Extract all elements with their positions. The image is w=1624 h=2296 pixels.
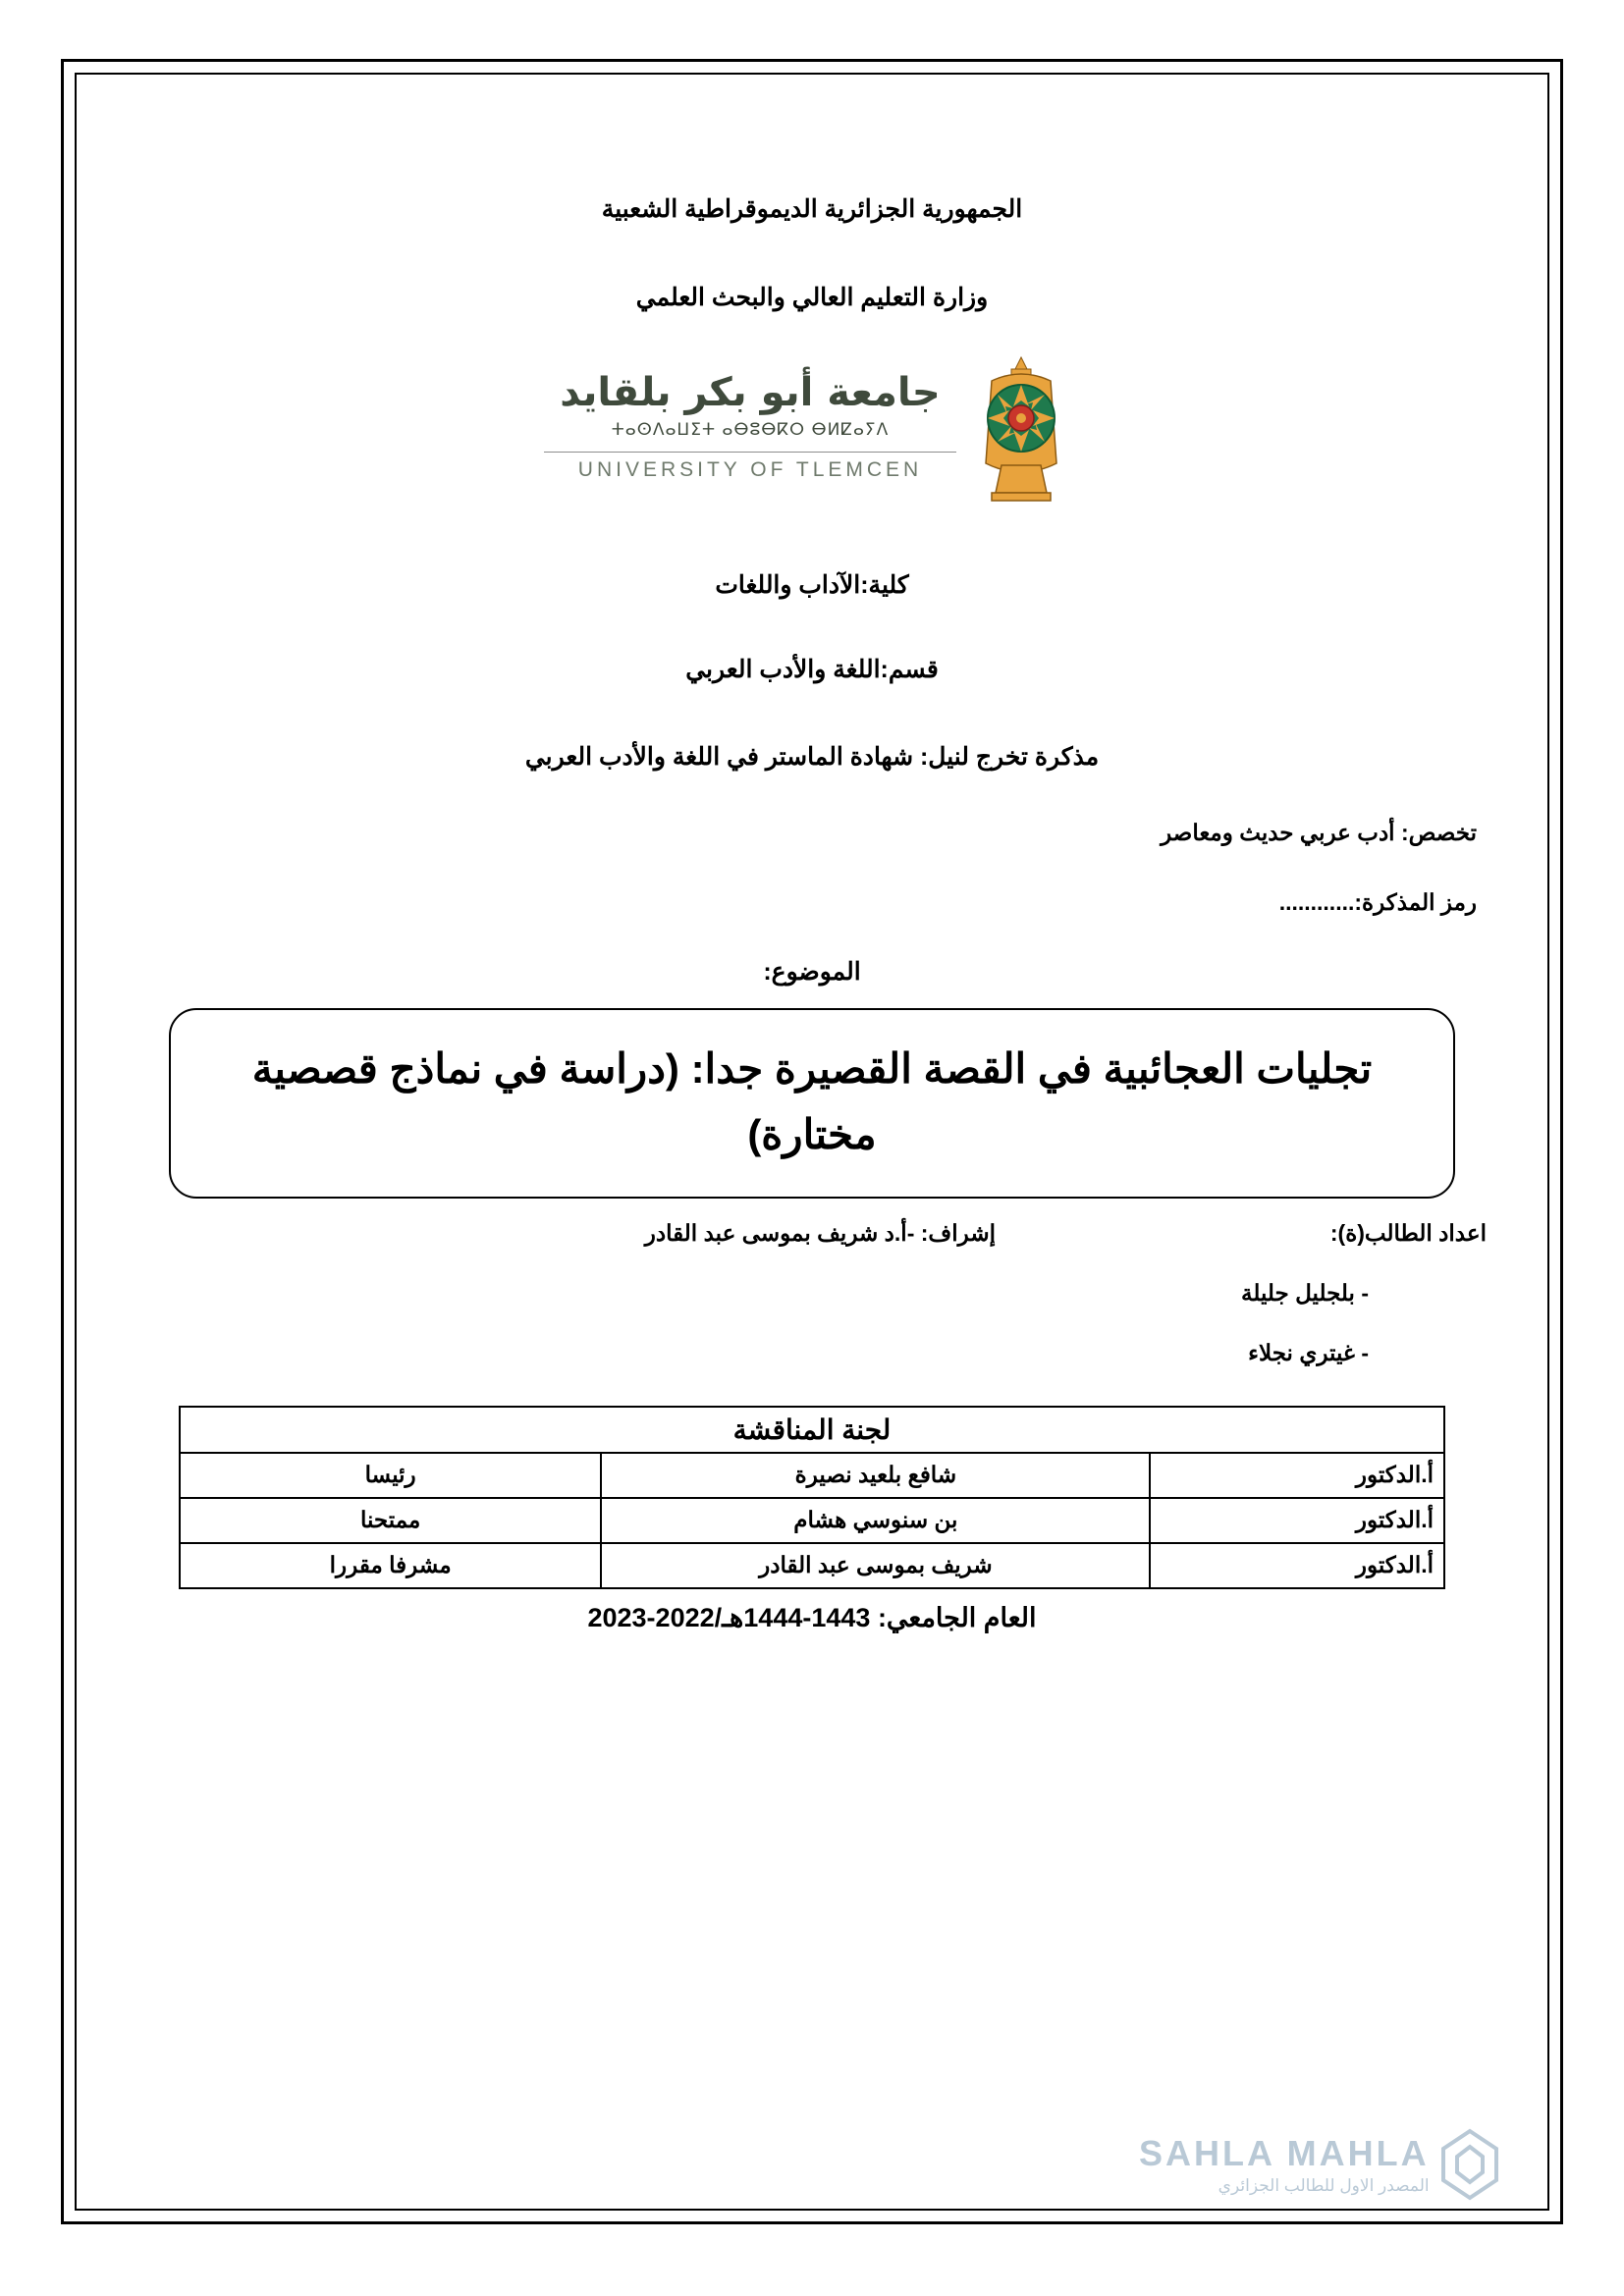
tlemcen-university-emblem-icon bbox=[962, 355, 1080, 503]
ministry-line: وزارة التعليم العالي والبحث العلمي bbox=[635, 283, 989, 311]
memoire-code-line: رمز المذكرة:............ bbox=[1278, 888, 1477, 915]
department-line: قسم:اللغة والأدب العربي bbox=[685, 655, 939, 683]
jury-heading-row bbox=[180, 1407, 1444, 1453]
jury-heading: لجنة المناقشة bbox=[180, 1407, 1444, 1453]
jury-name-1: شافع بلعيد نصيرة bbox=[601, 1453, 1150, 1498]
university-logo bbox=[108, 355, 1516, 503]
speciality-line: تخصص: أدب عربي حديث ومعاصر bbox=[1161, 819, 1477, 845]
thesis-title: تجليات العجائبية في القصة القصيرة جدا: (دراسة في نماذج قصصية مختارة) bbox=[169, 1008, 1455, 1199]
jury-role-1: رئيسا bbox=[180, 1453, 601, 1498]
jury-name-2: بن سنوسي هشام bbox=[601, 1498, 1150, 1543]
watermark-title: SAHLA MAHLA bbox=[1139, 2133, 1430, 2173]
subject-label: الموضوع: bbox=[763, 957, 861, 986]
page-content bbox=[108, 118, 1516, 2169]
jury-role-3: مشرفا مقررا bbox=[180, 1543, 601, 1588]
jury-role-2: ممتحنا bbox=[180, 1498, 601, 1543]
authors-spacer bbox=[996, 1220, 1064, 1247]
jury-title-2: أ.الدكتور bbox=[1150, 1498, 1444, 1543]
jury-title-1: أ.الدكتور bbox=[1150, 1453, 1444, 1498]
university-name-english: UNIVERSITY OF TLEMCEN bbox=[544, 452, 956, 482]
academic-year: العام الجامعي: 1443-1444هـ/2022-2023 bbox=[587, 1602, 1037, 1632]
faculty-line: كلية:الآداب واللغات bbox=[715, 571, 909, 599]
university-name-arabic: جامعة أبو بكر بلقايد bbox=[560, 369, 941, 415]
jury-name-3: شريف بموسى عبد القادر bbox=[601, 1543, 1150, 1588]
watermark-subtitle: المصدر الاول للطالب الجزائري bbox=[1218, 2176, 1430, 2195]
student-name-1: - بلجليل جليلة bbox=[1241, 1279, 1369, 1306]
university-logo-text bbox=[544, 371, 956, 488]
watermark bbox=[1139, 2101, 1551, 2228]
student-name-2: - غيتري نجلاء bbox=[1248, 1339, 1369, 1365]
republic-line: الجمهورية الجزائرية الديموقراطية الشعبية bbox=[601, 195, 1023, 223]
watermark-text bbox=[1139, 2133, 1430, 2196]
table-row bbox=[180, 1453, 1444, 1498]
memoire-line: مذكرة تخرج لنيل: شهادة الماستر في اللغة والأدب العربي bbox=[524, 743, 1100, 771]
sahla-mahla-logo-icon bbox=[1439, 2127, 1500, 2202]
university-name-tifinagh: ⵜⴰⵙⴷⴰⵡⵉⵜ ⴰⴱⵓⴱⴽⵔ ⴱⵍⵇⴰⵢⴷ bbox=[611, 419, 890, 440]
jury-title-3: أ.الدكتور bbox=[1150, 1543, 1444, 1588]
table-row bbox=[180, 1543, 1444, 1588]
table-row bbox=[180, 1498, 1444, 1543]
authors-row bbox=[108, 1220, 1516, 1247]
jury-table bbox=[179, 1406, 1445, 1589]
student-label: اعداد الطالب(ة): bbox=[1329, 1219, 1487, 1246]
supervisor-label: إشراف: -أ.د شريف بموسى عبد القادر bbox=[644, 1219, 996, 1246]
